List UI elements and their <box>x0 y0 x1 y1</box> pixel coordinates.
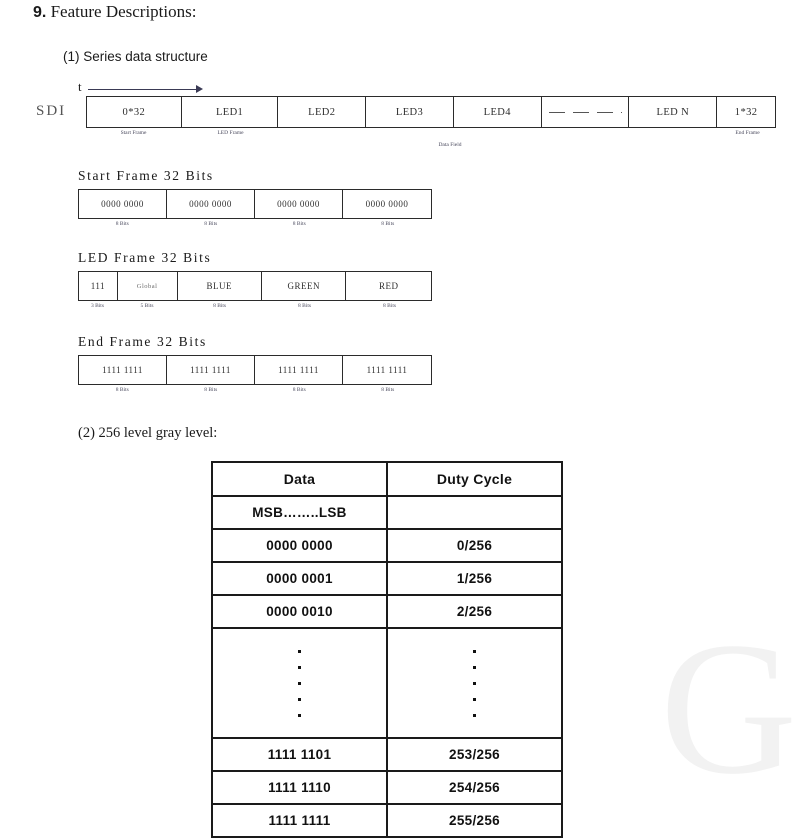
start-frame-byte-2: 0000 0000 <box>255 190 343 218</box>
series-cell-start-frame: 0*32 <box>87 97 182 127</box>
dim-end-byte-1 <box>167 385 256 397</box>
section-title-text: Feature Descriptions: <box>50 2 197 21</box>
end-frame-byte-0: 1111 1111 <box>79 356 167 384</box>
table-header-row <box>212 462 562 496</box>
start-frame-title: Start Frame 32 Bits <box>78 168 214 183</box>
dim-start-frame <box>86 128 181 140</box>
led-frame-global: Global <box>118 272 178 300</box>
led-frame-red: RED <box>378 281 399 291</box>
page-title <box>33 2 196 22</box>
table-row <box>212 804 562 837</box>
dim-start-byte-2 <box>255 219 344 231</box>
dim-led-green-label: 8 Bits <box>262 301 347 311</box>
led-frame-header-bits: 111 <box>79 272 118 300</box>
dim-end-byte-0-label: 8 Bits <box>78 385 167 395</box>
led-frame-green: GREEN <box>262 272 346 300</box>
watermark-glyph: G <box>660 604 798 814</box>
cell-duty-ellipsis <box>387 628 562 738</box>
series-frame-row <box>86 96 776 128</box>
cell-duty-254: 254/256 <box>387 771 562 804</box>
cell-data-253: 1111 1101 <box>212 738 387 771</box>
table-row-ellipsis <box>212 628 562 738</box>
led-frame-row <box>78 271 432 301</box>
dim-led-frame-label: LED Frame <box>182 128 279 138</box>
dim-start-byte-3-label: 8 Bits <box>344 219 433 229</box>
time-axis-line <box>88 89 200 90</box>
time-axis-arrow-icon <box>196 85 203 93</box>
cell-duty-253: 253/256 <box>387 738 562 771</box>
dim-start-byte-1 <box>167 219 256 231</box>
dim-start-byte-3 <box>344 219 433 231</box>
dim-end-frame <box>719 128 776 140</box>
dim-led-global-label: 5 Bits <box>117 301 177 311</box>
table-row <box>212 595 562 628</box>
gray-level-table <box>211 461 563 838</box>
dim-end-byte-3-label: 8 Bits <box>344 385 433 395</box>
dim-start-byte-2-label: 8 Bits <box>255 219 344 229</box>
dim-led-red-label: 8 Bits <box>347 301 432 311</box>
dim-start-byte-0-label: 8 Bits <box>78 219 167 229</box>
cell-data-ellipsis <box>212 628 387 738</box>
series-cell-ellipsis <box>542 97 630 127</box>
cell-duty-0: 0/256 <box>387 529 562 562</box>
time-axis-label: t <box>78 79 82 94</box>
vertical-ellipsis-icon <box>213 629 386 737</box>
table-row <box>212 496 562 529</box>
cell-data-2: 0000 0010 <box>212 595 387 628</box>
dim-end-frame-label: End Frame <box>719 128 776 138</box>
dim-start-byte-0 <box>78 219 167 231</box>
series-cell-led4: LED4 <box>454 97 542 127</box>
dim-data-field-label: Data Field <box>182 140 718 150</box>
dim-led-blue <box>177 301 262 313</box>
led-frame-bit-labels <box>78 301 432 315</box>
dim-led-header <box>78 301 117 313</box>
dim-end-byte-2-label: 8 Bits <box>255 385 344 395</box>
table-header-duty-cycle: Duty Cycle <box>387 462 562 496</box>
led-frame-title: LED Frame 32 Bits <box>78 250 212 265</box>
table-row <box>212 562 562 595</box>
series-data-structure-diagram <box>0 78 808 148</box>
end-frame-title: End Frame 32 Bits <box>78 334 207 349</box>
series-cell-end-frame: 1*32 <box>734 106 758 118</box>
dim-end-byte-1-label: 8 Bits <box>167 385 256 395</box>
end-frame-byte-3: 1111 1111 <box>366 365 408 375</box>
table-row <box>212 771 562 804</box>
subsection-1-title: (1) Series data structure <box>63 49 208 64</box>
time-axis <box>78 79 208 97</box>
dim-led-red <box>347 301 432 313</box>
dim-led-global <box>117 301 177 313</box>
subsection-2-title: (2) 256 level gray level: <box>78 425 218 441</box>
series-cell-led2: LED2 <box>278 97 366 127</box>
section-number: 9. <box>33 4 47 21</box>
cell-duty-255: 255/256 <box>387 804 562 837</box>
dim-led-header-label: 3 Bits <box>78 301 117 311</box>
start-frame-diagram <box>78 168 432 233</box>
dim-data-field <box>182 140 718 152</box>
end-frame-byte-1: 1111 1111 <box>167 356 255 384</box>
sdi-signal-label: SDI <box>36 103 67 119</box>
table-row <box>212 529 562 562</box>
series-cell-led3: LED3 <box>366 97 454 127</box>
dim-start-frame-label: Start Frame <box>86 128 181 138</box>
page-watermark <box>660 604 798 814</box>
end-frame-byte-2: 1111 1111 <box>255 356 343 384</box>
end-frame-row <box>78 355 432 385</box>
dim-led-blue-label: 8 Bits <box>177 301 262 311</box>
cell-data-254: 1111 1110 <box>212 771 387 804</box>
cell-data-msb-lsb: MSB……..LSB <box>212 496 387 529</box>
series-cell-led-n: LED N <box>629 97 717 127</box>
cell-data-255: 1111 1111 <box>212 804 387 837</box>
cell-duty-empty <box>387 496 562 529</box>
led-frame-diagram <box>78 250 432 315</box>
start-frame-byte-0: 0000 0000 <box>79 190 167 218</box>
start-frame-row <box>78 189 432 219</box>
led-frame-blue: BLUE <box>178 272 262 300</box>
start-frame-bit-labels <box>78 219 432 233</box>
vertical-ellipsis-icon <box>388 629 561 737</box>
cell-duty-2: 2/256 <box>387 595 562 628</box>
dim-end-byte-3 <box>344 385 433 397</box>
dim-led-frame <box>182 128 279 140</box>
series-annotations <box>86 128 776 148</box>
start-frame-byte-1: 0000 0000 <box>167 190 255 218</box>
dim-led-green <box>262 301 347 313</box>
table-header-data: Data <box>212 462 387 496</box>
dim-end-byte-2 <box>255 385 344 397</box>
table-row <box>212 738 562 771</box>
end-frame-bit-labels <box>78 385 432 399</box>
series-cell-led1: LED1 <box>182 97 279 127</box>
dim-end-byte-0 <box>78 385 167 397</box>
cell-duty-1: 1/256 <box>387 562 562 595</box>
dim-start-byte-1-label: 8 Bits <box>167 219 256 229</box>
cell-data-1: 0000 0001 <box>212 562 387 595</box>
start-frame-byte-3: 0000 0000 <box>365 199 409 209</box>
cell-data-0: 0000 0000 <box>212 529 387 562</box>
end-frame-diagram <box>78 334 432 399</box>
